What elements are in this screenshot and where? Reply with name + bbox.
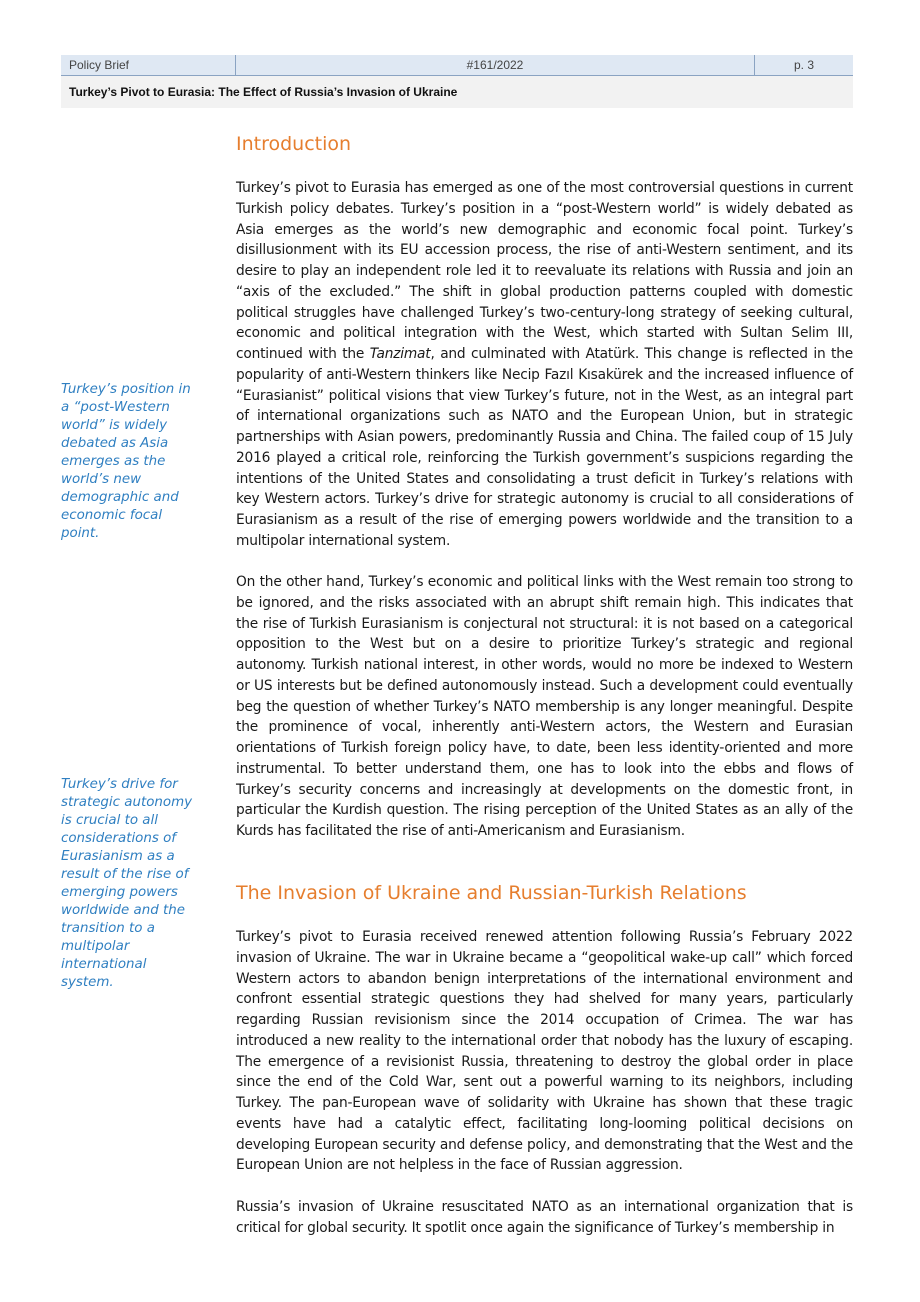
document-title: Turkey’s Pivot to Eurasia: The Effect of Russia’s Invasion of Ukraine [69,85,458,99]
italic-term: Tanzimat [369,346,431,362]
paragraph-invasion-1: Turkey’s pivot to Eurasia received renewed attention following Russia’s February 2022 invasion of Ukraine. The war in Ukraine became a “geopolitical wake-up call” which forced Western actors to abandon benign interpretations of the international environment and confront essential strategic questions they had shelved for many years, particularly regarding Russian revisionism since the 2014 occupation of Crimea. The war has introduced a new reality to the international order that nobody has the luxury of escaping. The emergence of a revisionist Russia, threatening to destroy the global order in place since the end of the Cold War, sent out a powerful warning to its neighbors, including Turkey. The pan-European wave of solidarity with Ukraine has shown that these tragic events have had a catalytic effect, facilitating long-looming political decisions on developing European security and defense policy, and demonstrating that the West and the European Union are not helpless in the face of Russian aggression. [236,929,853,1174]
header-series: Policy Brief [61,55,236,75]
section-heading-introduction: Introduction [236,133,352,155]
paragraph-text: Turkey’s pivot to Eurasia has emerged as one of the most controversial questions in current Turkish policy debates. Turkey’s position in a “post-Western world” is widely debated as Asia emerges as the world’s new demographic and economic focal point. Turkey’s disillusionment with its EU accession process, the rise of anti-Western sentiment, and its desire to play an independent role led it to reevaluate its relations with Russia and join an “axis of the excluded.” The shift in global production patterns coupled with domestic political struggles have challenged Turkey’s two-century-long strategy of seeking cultural, economic and political integration with the West, which started with Sultan Selim III, continued with the [236,180,853,362]
header-page-number: p. 3 [793,58,814,72]
section-heading-invasion: The Invasion of Ukraine and Russian-Turkish Relations [236,882,747,904]
header-title-bar [61,76,853,108]
pull-quote-2: Turkey’s drive for strategic autonomy is crucial to all considerations of Eurasianism as a result of the rise of emerging powers worldwide and the transition to a multipolar international system. [61,777,193,990]
running-header [61,55,853,76]
paragraph-intro-1 [236,178,853,552]
paragraph-intro-2: On the other hand, Turkey’s economic and political links with the West remain too strong to be ignored, and the risks associated with an abrupt shift remain high. This indicates that the rise of Turkish Eurasianism is conjectural not structural: it is not based on a categorical opposition to the West but on a desire to prioritize Turkey’s strategic and regional autonomy. Turkish national interest, in other words, would no more be indexed to Western or US interests but be defined autonomously instead. Such a development could eventually beg the question of whether Turkey’s NATO membership is any longer meaningful. Despite the prominence of vocal, inherently anti-Western actors, the Western and Eurasian orientations of Turkish foreign policy have, to date, been less identity-oriented and more instrumental. To better understand them, one has to look into the ebbs and flows of Turkey’s security concerns and increasingly at developments on the domestic front, in particular the Kurdish question. The rising perception of the United States as an ally of the Kurds has facilitated the rise of anti-Americanism and Eurasianism. [236,574,853,839]
paragraph-invasion-2: Russia’s invasion of Ukraine resuscitated NATO as an international organization that is critical for global security. It spotlit once again the significance of Turkey’s membership in [236,1199,853,1236]
pull-quote-1: Turkey’s position in a “post-Western world” is widely debated as Asia emerges as the world’s new demographic and economic focal point. [61,382,191,541]
header-number: #161/2022 [236,55,755,75]
paragraph-text: , and culminated with Atatürk. This change is reflected in the popularity of anti-Western thinkers like Necip Fazıl Kısakürek and the increased influence of “Eurasianist” political visions that view Turkey’s future, not in the West, as an integral part of international organizations such as NATO and the European Union, but in strategic partnerships with Asian powers, predominantly Russia and China. The failed coup of 15 July 2016 played a critical role, reinforcing the Turkish government’s suspicions regarding the intentions of the United States and consolidating a trust deficit in Turkey’s relations with key Western actors. Turkey’s drive for strategic autonomy is crucial to all considerations of Eurasianism as a result of the rise of emerging powers worldwide and the transition to a multipolar international system. [236,346,853,549]
